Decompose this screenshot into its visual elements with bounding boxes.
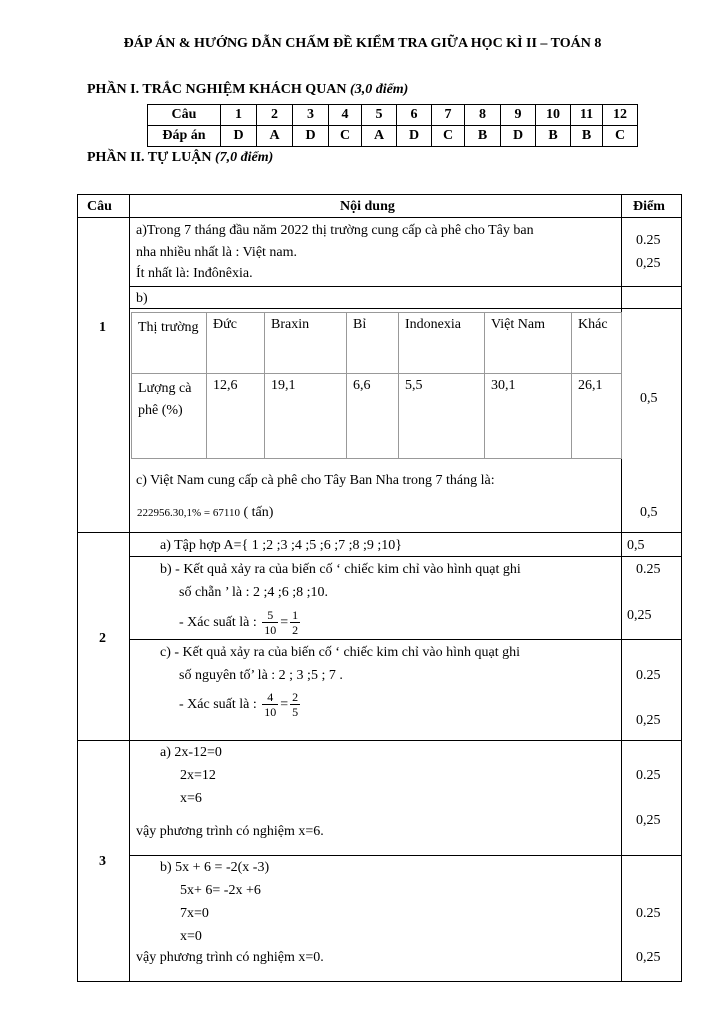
q3a-line3: x=6 xyxy=(180,791,202,806)
table-cell: 30,1 xyxy=(485,374,572,459)
page-title: ĐÁP ÁN & HƯỚNG DẪN CHẤM ĐỀ KIỂM TRA GIỮA HỌC KÌ II – TOÁN 8 xyxy=(123,36,602,51)
row-divider xyxy=(129,855,682,856)
fraction-numerator: 4 xyxy=(262,690,278,705)
q3a-score1: 0.25 xyxy=(636,768,661,783)
answer-letter: D xyxy=(221,126,257,147)
fraction xyxy=(262,608,278,637)
fraction xyxy=(262,690,278,719)
table-cell: Đức xyxy=(207,313,265,374)
q2b-score1: 0.25 xyxy=(636,562,661,577)
answer-key-row-questions xyxy=(148,105,638,126)
q2c-score1: 0.25 xyxy=(636,668,661,683)
fraction-denominator: 10 xyxy=(264,623,277,638)
header-diem: Điểm xyxy=(633,199,665,214)
question-number: 9 xyxy=(501,105,536,126)
question-number: 6 xyxy=(397,105,432,126)
fraction-denominator: 5 xyxy=(292,705,299,720)
q3b-line2: 5x+ 6= -2x +6 xyxy=(180,883,261,898)
answer-letter: C xyxy=(432,126,465,147)
q3b-score2: 0,25 xyxy=(636,950,661,965)
table-cell: Lượng cà phê (%) xyxy=(132,374,207,459)
part1-heading xyxy=(87,82,408,98)
question-number: 11 xyxy=(571,105,603,126)
fraction-numerator: 1 xyxy=(292,608,299,623)
table-row xyxy=(132,374,622,459)
q3b-line1: b) 5x + 6 = -2(x -3) xyxy=(160,860,270,875)
q1a-line2: nha nhiều nhất là : Việt nam. xyxy=(136,245,298,260)
header-cau: Câu xyxy=(87,199,112,214)
table-cell: Việt Nam xyxy=(485,313,572,374)
answer-letter: B xyxy=(536,126,571,147)
fraction-numerator: 2 xyxy=(292,690,299,705)
q3b-line4: x=0 xyxy=(180,929,202,944)
question-number: 2 xyxy=(257,105,293,126)
part2-points: (7,0 điểm) xyxy=(214,150,274,165)
q2c-line2: số nguyên tố’ là : 2 ; 3 ;5 ; 7 . xyxy=(179,668,343,683)
q2a-text: a) Tập hợp A={ 1 ;2 ;3 ;4 ;5 ;6 ;7 ;8 ;9 ;10} xyxy=(160,538,402,553)
q1a-score2: 0,25 xyxy=(636,256,661,271)
column-divider xyxy=(129,194,130,982)
table-cell: Indonexia xyxy=(399,313,485,374)
answer-letter: D xyxy=(397,126,432,147)
q2b-line2: số chẵn ’ là : 2 ;4 ;6 ;8 ;10. xyxy=(179,585,329,600)
answer-letter: C xyxy=(603,126,638,147)
q1a-line3: Ít nhất là: Inđônêxia. xyxy=(136,266,253,281)
table-cell: Braxin xyxy=(265,313,347,374)
q3a-score2: 0,25 xyxy=(636,813,661,828)
table-cell: 6,6 xyxy=(347,374,399,459)
fraction xyxy=(290,690,300,719)
table-cell: Thị trường xyxy=(132,313,207,374)
row-divider xyxy=(77,740,682,741)
q2c-line1: c) - Kết quả xảy ra của biến cố ‘ chiếc kim chỉ vào hình quạt ghi xyxy=(160,645,520,660)
q1c-formula: 222956.30,1% = 67110 xyxy=(137,507,240,519)
q2c-probability: - Xác suất là : $\frac{4}{10}$ = $\frac{2}{5}$ xyxy=(179,690,299,720)
q2b-score2: 0,25 xyxy=(627,608,652,623)
row-divider xyxy=(77,217,682,218)
question-number: 4 xyxy=(329,105,362,126)
q1b-score: 0,5 xyxy=(640,391,658,406)
answer-letter: B xyxy=(571,126,603,147)
q3b-line5: vậy phương trình có nghiệm x=0. xyxy=(136,950,324,965)
table-cell: Khác xyxy=(572,313,622,374)
answer-letter: C xyxy=(329,126,362,147)
table-cell: Bỉ xyxy=(347,313,399,374)
answer-key-label-q: Câu xyxy=(148,105,221,126)
part2-heading-text: PHẦN II. TỰ LUẬN xyxy=(87,150,212,165)
table-cell: 19,1 xyxy=(265,374,347,459)
q2c-prob-label: - Xác suất là : xyxy=(179,697,257,712)
q1b-label: b) xyxy=(136,291,148,306)
question-number: 5 xyxy=(362,105,397,126)
q2a-score: 0,5 xyxy=(627,538,645,553)
q2c-score2: 0,25 xyxy=(636,713,661,728)
answer-letter: A xyxy=(362,126,397,147)
q1c-formula-line xyxy=(137,503,273,523)
q1c-score: 0,5 xyxy=(640,505,658,520)
fraction-numerator: 5 xyxy=(262,608,278,623)
fraction xyxy=(290,608,300,637)
q1c-line1: c) Việt Nam cung cấp cà phê cho Tây Ban Nha trong 7 tháng là: xyxy=(136,473,495,488)
question-number: 12 xyxy=(603,105,638,126)
table-cell: 5,5 xyxy=(399,374,485,459)
part1-heading-text: PHẦN I. TRẮC NGHIỆM KHÁCH QUAN xyxy=(87,82,347,97)
fraction-denominator: 2 xyxy=(292,623,299,638)
question-number: 10 xyxy=(536,105,571,126)
question-number: 1 xyxy=(221,105,257,126)
answer-key-row-answers xyxy=(148,126,638,147)
q3a-line2: 2x=12 xyxy=(180,768,216,783)
q3b-score1: 0.25 xyxy=(636,906,661,921)
table-cell: 12,6 xyxy=(207,374,265,459)
header-noidung: Nội dung xyxy=(340,199,395,214)
question-number: 3 xyxy=(293,105,329,126)
q3-number: 3 xyxy=(99,854,106,869)
q2-number: 2 xyxy=(99,631,106,646)
q1a-score1: 0.25 xyxy=(636,233,661,248)
row-divider xyxy=(129,286,682,287)
answer-key-table xyxy=(147,104,638,147)
coffee-market-table xyxy=(131,312,622,459)
part2-heading xyxy=(87,150,273,166)
q2b-probability: - Xác suất là : $\frac{5}{10}$ = $\frac{1}{2}$ xyxy=(179,608,299,638)
fraction-denominator: 10 xyxy=(264,705,277,720)
q1-number: 1 xyxy=(99,320,106,335)
answer-letter: A xyxy=(257,126,293,147)
row-divider xyxy=(77,532,682,533)
row-divider xyxy=(129,556,682,557)
table-row xyxy=(132,313,622,374)
q2b-prob-label: - Xác suất là : xyxy=(179,615,257,630)
q3b-line3: 7x=0 xyxy=(180,906,209,921)
row-divider xyxy=(129,308,682,309)
q2b-line1: b) - Kết quả xảy ra của biến cố ‘ chiếc kim chỉ vào hình quạt ghi xyxy=(160,562,521,577)
q1a-line1: a)Trong 7 tháng đầu năm 2022 thị trường cung cấp cà phê cho Tây ban xyxy=(136,223,534,238)
q3a-line1: a) 2x-12=0 xyxy=(160,745,222,760)
question-number: 8 xyxy=(465,105,501,126)
q3a-line4: vậy phương trình có nghiệm x=6. xyxy=(136,824,324,839)
answer-letter: D xyxy=(293,126,329,147)
answer-letter: D xyxy=(501,126,536,147)
question-number: 7 xyxy=(432,105,465,126)
table-cell: 26,1 xyxy=(572,374,622,459)
part1-points: (3,0 điểm) xyxy=(350,82,409,97)
q1c-unit: ( tấn) xyxy=(243,505,274,520)
answer-letter: B xyxy=(465,126,501,147)
answer-key-label-a: Đáp án xyxy=(148,126,221,147)
